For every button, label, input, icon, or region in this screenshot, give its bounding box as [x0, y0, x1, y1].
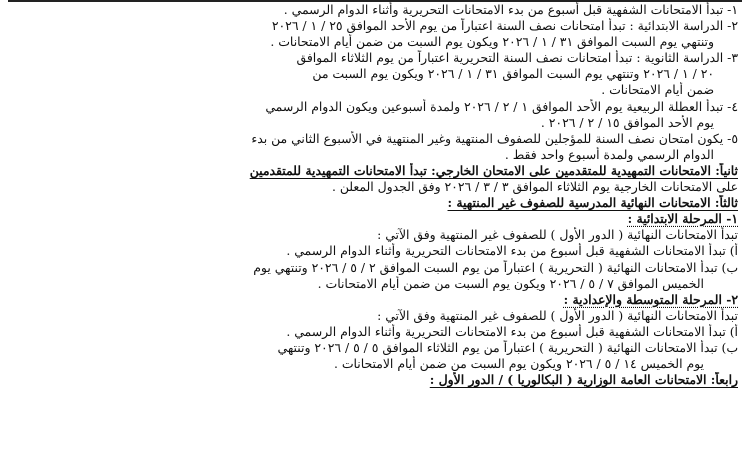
item-spring-break-cont: يوم الأحد الموافق ١٥ / ٢ / ٢٠٢٦ .: [540, 114, 714, 130]
subsection-primary-heading: ١- المرحلة الابتدائية :: [627, 211, 738, 227]
item-spring-break: ٤- تبدأ العطلة الربيعية يوم الأحد الموافق ١ / ٢ / ٢٠٢٦ ولمدة أسبوعين ويكون الدوام الرسمي: [265, 98, 738, 114]
section-fourth-heading: رابعاً: الامتحانات العامة الوزارية ( البكالوريا ) / الدور الأول :: [429, 372, 738, 388]
intermediate-final-oral: أ) تبدأ الامتحانات الشفهية قبل أسبوع من بدء الامتحانات التحريرية وأثناء الدوام الرسمي .: [286, 323, 738, 339]
item-deferred-exams-cont: الدوام الرسمي ولمدة أسبوع واحد فقط .: [504, 146, 714, 162]
item-primary-midyear-cont: وتنتهي يوم السبت الموافق ٣١ / ١ / ٢٠٢٦ ويكون يوم السبت من ضمن أيام الامتحانات .: [270, 34, 714, 50]
primary-final-written-cont: الخميس الموافق ٧ / ٥ / ٢٠٢٦ ويكون يوم السبت من ضمن أيام الامتحانات .: [317, 275, 704, 291]
section-third-heading: ثالثاً: الامتحانات النهائية المدرسية للصفوف غير المنتهية :: [447, 195, 738, 211]
item-secondary-midyear-cont2: ضمن أيام الامتحانات .: [601, 82, 714, 98]
section-second-body: على الامتحانات الخارجية يوم الثلاثاء الموافق ٣ / ٣ / ٢٠٢٦ وفق الجدول المعلن .: [331, 179, 738, 195]
intermediate-final-written: ب) تبدأ الامتحانات النهائية ( التحريرية ) اعتباراً من يوم الثلاثاء الموافق ٥ / ٥ / ٢٠٢٦ وتنتهي: [277, 339, 738, 355]
section-second-heading: ثانياً: الامتحانات التمهيدية للمتقدمين على الامتحان الخارجي: تبدأ الامتحانات التمهيدية للمتقدمين: [249, 162, 738, 178]
primary-final-written: ب) تبدأ الامتحانات النهائية ( التحريرية ) اعتباراً من يوم السبت الموافق ٢ / ٥ / ٢٠٢٦ وتنتهي يوم: [253, 259, 738, 275]
item-secondary-midyear: ٣- الدراسة الثانوية : تبدأ امتحانات نصف السنة التحريرية اعتباراً من يوم الثلاثاء الموافق: [296, 50, 738, 66]
intermediate-final-intro: تبدأ الامتحانات النهائية ( الدور الأول ) للصفوف غير المنتهية وفق الآتي :: [377, 307, 738, 323]
item-oral-exams-note: ١- تبدأ الامتحانات الشفهية قبل أسبوع من بدء الامتحانات التحريرية وأثناء الدوام الرسمي .: [283, 2, 738, 17]
intermediate-final-written-cont: يوم الخميس ١٤ / ٥ / ٢٠٢٦ ويكون يوم السبت من ضمن أيام الامتحانات .: [333, 356, 704, 372]
subsection-intermediate-heading: ٢- المرحلة المتوسطة والإعدادية :: [563, 291, 738, 307]
item-secondary-midyear-cont: ٢٠ / ١ / ٢٠٢٦ وتنتهي يوم السبت الموافق ٣١ / ١ / ٢٠٢٦ ويكون يوم السبت من: [312, 66, 714, 82]
item-deferred-exams: ٥- يكون امتحان نصف السنة للمؤجلين للصفوف المنتهية وغير المنتهية في الأسبوع الثاني من بدء: [251, 130, 738, 146]
item-primary-midyear: ٢- الدراسة الابتدائية : تبدأ امتحانات نصف السنة اعتباراً من يوم الأحد الموافق ٢٥ / ١ / ٢٠٢٦: [271, 18, 738, 34]
primary-final-oral: أ) تبدأ الامتحانات الشفهية قبل أسبوع من بدء الامتحانات التحريرية وأثناء الدوام الرسمي .: [286, 243, 738, 259]
primary-final-intro: تبدأ الامتحانات النهائية ( الدور الأول ) للصفوف غير المنتهية وفق الآتي :: [377, 227, 738, 243]
